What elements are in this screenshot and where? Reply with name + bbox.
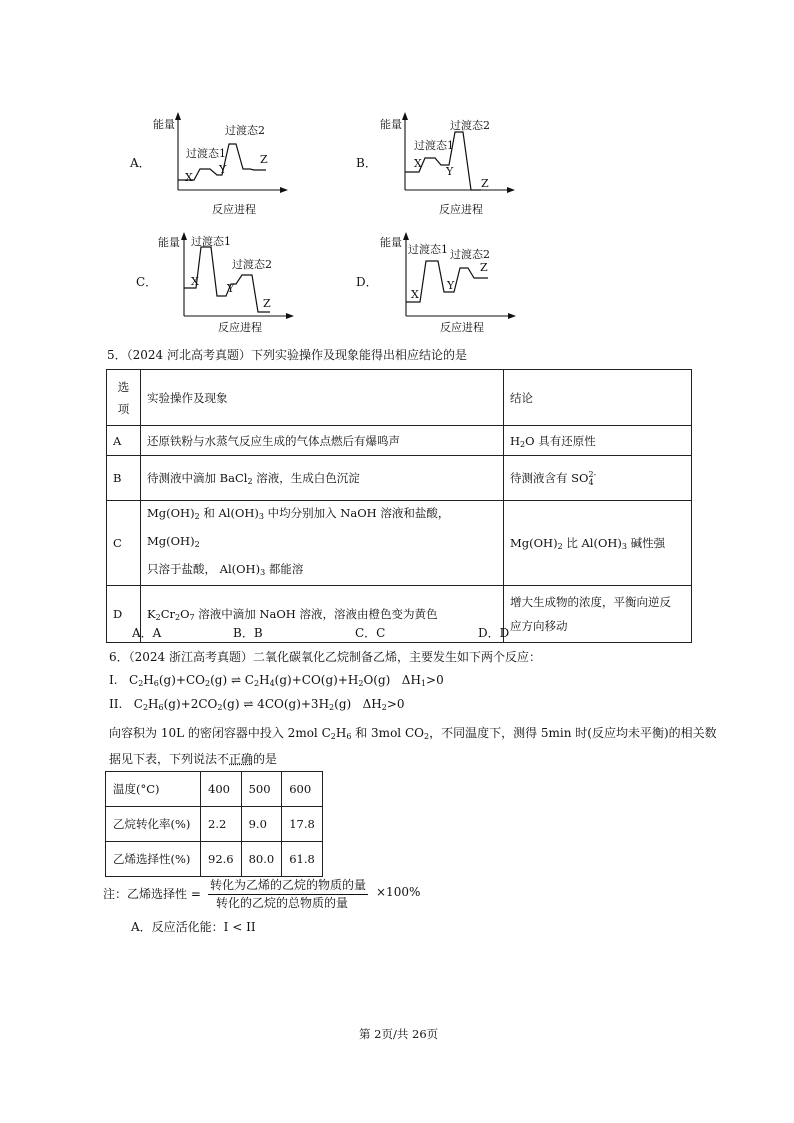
reaction-1: I. $C_2H_6(g)+CO_2(g)$ ⇌ $C_2H_4(g)+CO(g)+H_2O(g)$ $\Delta H_1>0$ [109,673,444,688]
q5-answer-b[interactable]: B．B [233,626,263,640]
option-c-letter: C． [136,275,158,289]
x-label: X [414,157,422,170]
fraction-denominator: 转化的乙烷的总物质的量 [216,896,349,910]
row-d-option: D [107,586,141,643]
header-operation: 实验操作及现象 [141,370,504,426]
energy-axis-label: 能量 [380,118,402,131]
row-c-conclusion: $Mg(OH)_2$ 比 $Al(OH)_3$ 碱性强 [504,501,692,586]
q5-answer-a[interactable]: A．A [132,626,162,640]
table-cell: 乙烯选择性(%) [106,842,201,877]
y-axis-arrow [402,112,408,120]
table-cell: 600 [282,772,323,807]
header-conclusion: 结论 [504,370,692,426]
q6-option-a[interactable]: A．反应活化能：I < II [131,920,256,934]
energy-diagram-d [380,230,518,340]
table-cell: 400 [201,772,242,807]
energy-axis-label: 能量 [153,118,175,131]
page-footer: 第 2页/共 26页 [359,1027,439,1041]
ts1-label: 过渡态1 [414,139,454,152]
q5-answer-d[interactable]: D．D [478,626,510,640]
fraction-numerator: 转化为乙烯的乙烷的物质的量 [208,876,368,895]
ts1-label: 过渡态1 [408,243,448,256]
ts2-label: 过渡态2 [225,124,265,137]
table-cell: 9.0 [241,807,282,842]
y-axis-arrow [175,112,181,120]
row-b-conclusion: 待测液含有 SO2- 4 [504,456,692,501]
energy-axis-label: 能量 [380,236,402,249]
table-row [107,426,692,456]
q6-table [105,771,323,877]
header-option-line2: 项 [117,401,130,416]
q5-answer-c[interactable]: C．C [355,626,386,640]
row-b-option: B [107,456,141,501]
process-axis-label: 反应进程 [218,321,262,334]
row-a-option: A [107,426,141,456]
q5-table [106,369,692,643]
header-option-line1: 选 [117,379,130,394]
table-cell: 17.8 [282,807,323,842]
ts2-label: 过渡态2 [232,258,272,271]
z-label: Z [481,177,489,190]
x-axis-arrow [280,187,288,193]
row-c-option: C [107,501,141,586]
ts2-label: 过渡态2 [450,248,490,261]
process-axis-label: 反应进程 [440,321,484,334]
note-prefix: 注：乙烯选择性 = [103,887,201,901]
row-a-operation: 还原铁粉与水蒸气反应生成的气体点燃后有爆鸣声 [141,426,504,456]
z-label: Z [260,153,268,166]
row-d-operation: $K_2Cr_2O_7$ 溶液中滴加 NaOH 溶液，溶液由橙色变为黄色 [141,586,504,643]
x-label: X [191,275,199,288]
x-label: X [411,288,419,301]
process-axis-label: 反应进程 [212,203,256,216]
option-b-letter: B． [356,156,377,170]
table-cell: 温度(°C) [106,772,201,807]
y-label: Y [227,282,235,295]
table-row [106,772,323,807]
table-row [106,842,323,877]
z-label: Z [263,297,271,310]
table-cell: 乙烷转化率(%) [106,807,201,842]
y-label: Y [219,163,227,176]
option-d-letter: D． [356,275,378,289]
table-row [107,456,692,501]
table-cell: 80.0 [241,842,282,877]
table-cell: 500 [241,772,282,807]
y-label: Y [446,165,454,178]
x-axis-arrow [508,313,516,319]
process-axis-label: 反应进程 [439,203,483,216]
y-label: Y [447,279,455,292]
energy-diagram-b [380,110,517,220]
note-suffix: ×100% [376,885,421,899]
q5-stem: 5．（2024 河北高考真题）下列实验操作及现象能得出相应结论的是 [107,348,467,362]
energy-axis-label: 能量 [158,236,180,249]
z-label: Z [480,261,488,274]
row-b-operation: 待测液中滴加 BaCl$_2$ 溶液，生成白色沉淀 [141,456,504,501]
table-header-row [107,370,692,426]
x-label: X [185,171,193,184]
q6-stem: 6．（2024 浙江高考真题）二氧化碳氧化乙烷制备乙烯，主要发生如下两个反应： [109,650,541,664]
energy-diagram-a [153,110,290,220]
table-row [107,586,692,643]
table-cell: 92.6 [201,842,242,877]
ts1-label: 过渡态1 [191,235,231,248]
table-row [106,807,323,842]
row-c-operation: $Mg(OH)_2$ 和 $Al(OH)_3$ 中均分别加入 NaOH 溶液和盐酸， $Mg(OH)_2$ 只溶于盐酸， $Al(OH)_3$ 都能溶 [141,501,504,586]
x-axis-arrow [507,187,515,193]
option-a-letter: A． [130,156,151,170]
row-a-conclusion: $H_2O$ 具有还原性 [504,426,692,456]
x-axis-arrow [286,313,294,319]
header-option [107,370,141,426]
ts2-label: 过渡态2 [450,119,490,132]
q6-description-line2: 据见下表，下列说法不正确的是 [109,752,278,766]
ts1-label: 过渡态1 [186,147,226,160]
table-row [107,501,692,586]
table-cell: 61.8 [282,842,323,877]
table-cell: 2.2 [201,807,242,842]
energy-diagram-c [158,230,296,340]
reaction-2: II. $C_2H_6(g)+2CO_2(g)$ ⇌ $4CO(g)+3H_2(g)$ $\Delta H_2>0$ [109,697,405,712]
y-axis-arrow [181,232,187,240]
q6-description-line1: 向容积为 10L 的密闭容器中投入 2mol $C_2H_6$ 和 3mol $CO_2$，不同温度下，测得 5min 时(反应均未平衡)的相关数 [109,726,717,741]
y-axis-arrow [403,232,409,240]
row-d-conclusion: 增大生成物的浓度，平衡向逆反 应方向移动 [504,586,692,643]
